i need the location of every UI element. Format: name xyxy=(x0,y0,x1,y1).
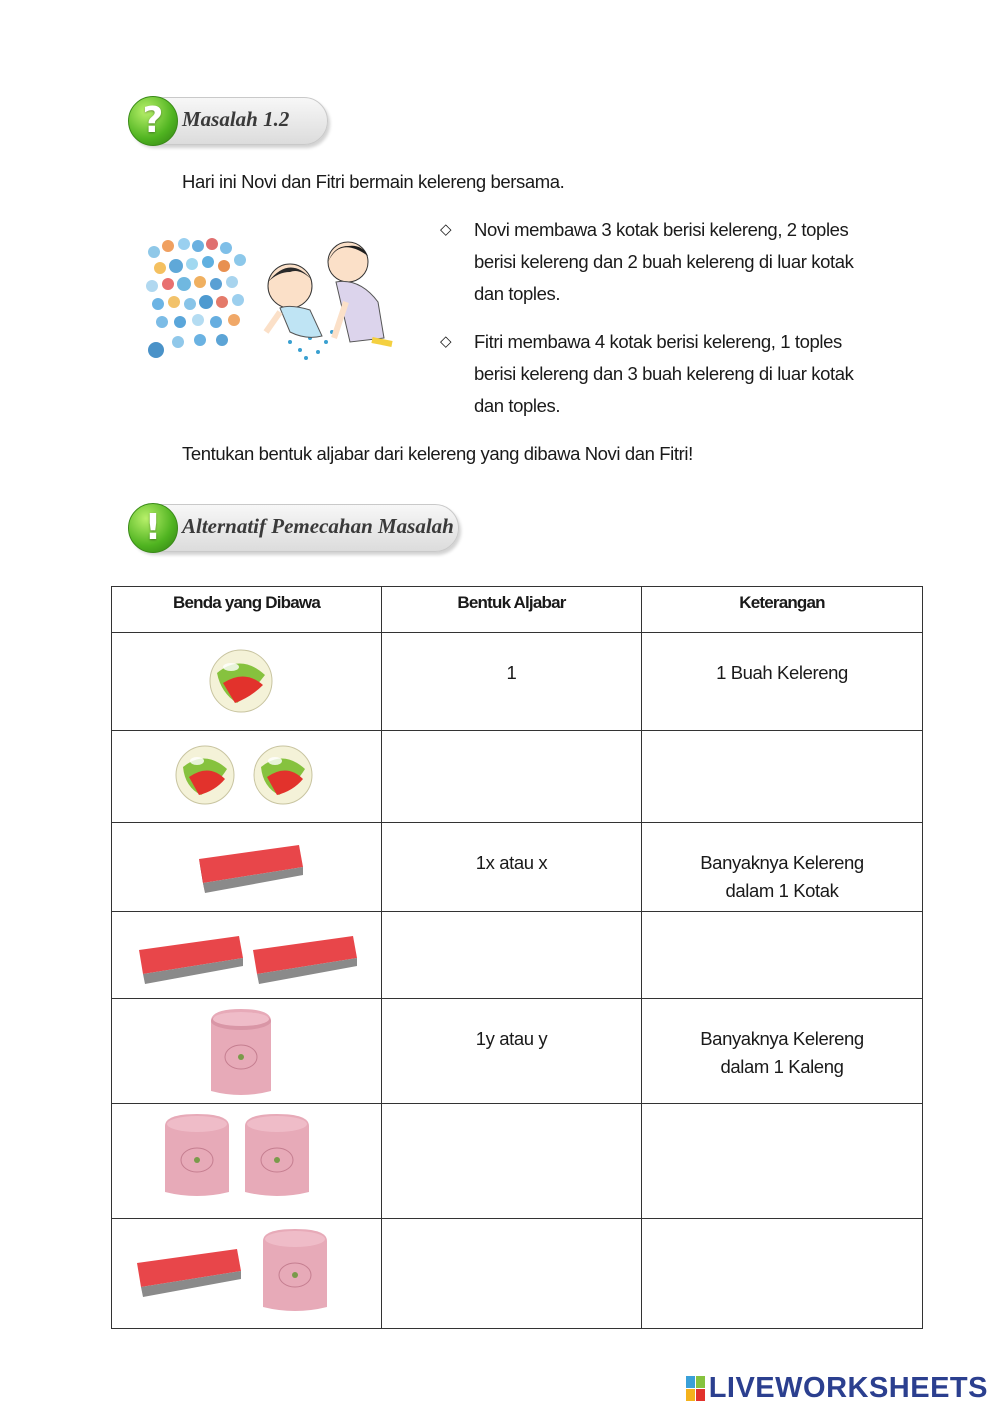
keterangan-value xyxy=(642,731,922,757)
table-row xyxy=(112,633,923,731)
liveworksheets-icon xyxy=(686,1376,705,1401)
pink-jar-icon xyxy=(245,1114,309,1196)
pink-jar-icon xyxy=(165,1114,229,1196)
benda-cell xyxy=(112,1219,382,1329)
aljabar-value xyxy=(382,1219,641,1245)
red-box-icon xyxy=(253,936,357,984)
items-picture xyxy=(113,823,381,906)
marble-icon xyxy=(176,746,234,804)
keterangan-value: Banyaknya Kelereng dalam 1 Kotak xyxy=(700,852,864,901)
aljabar-value xyxy=(382,1104,641,1130)
aljabar-value: 1x atau x xyxy=(475,852,548,873)
exclamation-icon: ! xyxy=(128,503,178,553)
items-picture xyxy=(113,999,381,1098)
keterangan-value xyxy=(642,1219,922,1245)
keterangan-cell[interactable] xyxy=(642,999,923,1104)
aljabar-cell[interactable] xyxy=(382,1104,642,1219)
pink-jar-icon xyxy=(263,1229,327,1311)
red-box-icon xyxy=(199,845,303,893)
keterangan-value xyxy=(642,1104,922,1130)
benda-cell xyxy=(112,1104,382,1219)
boy-figure xyxy=(266,264,322,337)
aljabar-value: 1 xyxy=(506,662,517,683)
benda-cell xyxy=(112,823,382,912)
aljabar-value xyxy=(382,731,641,757)
alternatif-banner xyxy=(129,504,459,552)
items-picture xyxy=(113,1104,381,1213)
keterangan-cell[interactable] xyxy=(642,633,923,731)
aljabar-cell[interactable] xyxy=(382,731,642,823)
question-text: Tentukan bentuk aljabar dari kelereng yang dibawa Novi dan Fitri! xyxy=(182,443,693,464)
aljabar-cell[interactable] xyxy=(382,912,642,999)
header-aljabar: Bentuk Aljabar xyxy=(382,587,642,633)
keterangan-cell[interactable] xyxy=(642,1104,923,1219)
benda-cell xyxy=(112,731,382,823)
keterangan-cell[interactable] xyxy=(642,823,923,912)
table-row xyxy=(112,1104,923,1219)
table-row xyxy=(112,731,923,823)
diamond-bullet-icon: ◇ xyxy=(440,221,452,238)
benda-cell xyxy=(112,633,382,731)
table-row xyxy=(112,999,923,1104)
aljabar-value xyxy=(382,912,641,938)
aljabar-cell[interactable] xyxy=(382,1219,642,1329)
table-row xyxy=(112,1219,923,1329)
keterangan-value xyxy=(642,912,922,938)
intro-text: Hari ini Novi dan Fitri bermain kelereng bersama. xyxy=(182,171,565,192)
aljabar-value: 1y atau y xyxy=(475,1028,548,1049)
masalah-title: Masalah 1.2 xyxy=(182,107,290,131)
alternatif-title: Alternatif Pemecahan Masalah xyxy=(182,514,454,538)
marble-icon xyxy=(210,650,272,712)
aljabar-cell[interactable] xyxy=(382,633,642,731)
aljabar-cell[interactable] xyxy=(382,999,642,1104)
bullet-fitri xyxy=(440,326,884,422)
algebra-table xyxy=(111,586,923,1329)
bullet-fitri-text: Fitri membawa 4 kotak berisi kelereng, 1 toples berisi kelereng dan 3 buah kelereng di luar kotak dan toples. xyxy=(474,331,854,416)
items-picture xyxy=(113,633,381,725)
items-picture xyxy=(113,1219,381,1323)
marble-pile xyxy=(146,238,246,358)
benda-cell xyxy=(112,912,382,999)
marble-icon xyxy=(254,746,312,804)
header-benda: Benda yang Dibawa xyxy=(112,587,382,633)
table-row xyxy=(112,823,923,912)
keterangan-cell[interactable] xyxy=(642,1219,923,1329)
benda-cell xyxy=(112,999,382,1104)
brand-text: LIVEWORKSHEETS xyxy=(708,1372,988,1404)
diamond-bullet-icon: ◇ xyxy=(440,333,452,350)
bullet-novi-text: Novi membawa 3 kotak berisi kelereng, 2 toples berisi kelereng dan 2 buah kelereng di luar kotak dan toples. xyxy=(474,219,854,304)
girl-figure xyxy=(328,242,392,344)
red-box-icon xyxy=(139,936,243,984)
bullet-novi xyxy=(440,214,884,310)
pink-jar-icon xyxy=(211,1009,271,1095)
keterangan-value: 1 Buah Kelereng xyxy=(716,662,848,683)
masalah-banner xyxy=(129,97,328,145)
table-row xyxy=(112,912,923,999)
liveworksheets-logo[interactable] xyxy=(686,1372,988,1405)
items-picture xyxy=(113,912,381,993)
header-keterangan: Keterangan xyxy=(642,587,923,633)
aljabar-cell[interactable] xyxy=(382,823,642,912)
keterangan-value: Banyaknya Kelereng dalam 1 Kaleng xyxy=(700,1028,864,1077)
items-picture xyxy=(113,731,381,817)
keterangan-cell[interactable] xyxy=(642,731,923,823)
keterangan-cell[interactable] xyxy=(642,912,923,999)
children-playing-marbles-illustration xyxy=(140,232,405,372)
question-icon: ? xyxy=(128,96,178,146)
table-header-row xyxy=(112,587,923,633)
red-box-icon xyxy=(137,1249,241,1297)
